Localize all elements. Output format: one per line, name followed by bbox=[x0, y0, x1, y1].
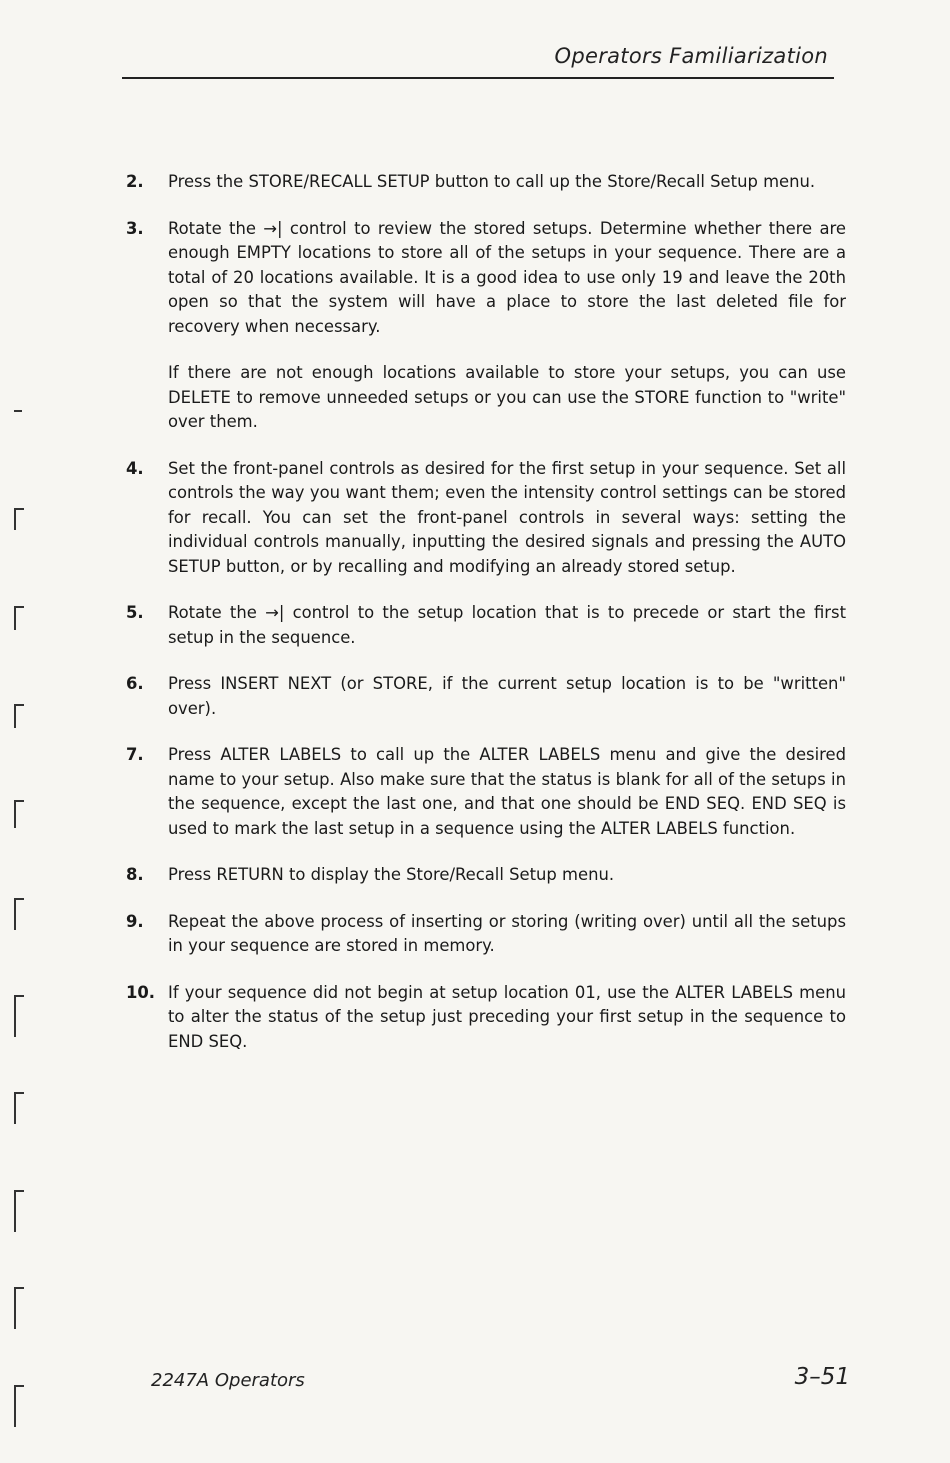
footer-manual-title: 2247A Operators bbox=[151, 1370, 305, 1391]
binding-mark bbox=[14, 995, 24, 1037]
step-number: 6. bbox=[126, 674, 144, 693]
step-text: Repeat the above process of inserting or storing (writing over) until all the setups in your sequence are stored in memory. bbox=[168, 911, 846, 955]
step-6 bbox=[126, 672, 846, 721]
step-number: 7. bbox=[126, 745, 144, 764]
step-text: If your sequence did not begin at setup location 01, use the ALTER LABELS menu to alter the status of the setup just preceding your first setup in the sequence to END SEQ. bbox=[168, 982, 846, 1051]
step-2 bbox=[126, 170, 846, 195]
step-text: Set the front-panel controls as desired for the first setup in your sequence. Set all controls the way you want them; even the intensity control settings can be stored for recall. You can set the front-panel controls in several ways: setting the individual controls manually, inputting the desired signals and pressing the AUTO SETUP button, or by recalling and modifying an already stored setup. bbox=[168, 458, 846, 576]
step-text: Rotate the →| control to the setup location that is to precede or start the first setup in the sequence. bbox=[168, 603, 846, 647]
binding-mark bbox=[14, 1092, 24, 1124]
binding-mark bbox=[14, 898, 24, 930]
header-rule bbox=[122, 77, 834, 79]
step-text: Press RETURN to display the Store/Recall Setup menu. bbox=[168, 865, 615, 884]
step-10 bbox=[126, 981, 846, 1055]
binding-mark bbox=[14, 1385, 24, 1427]
step-number: 2. bbox=[126, 172, 144, 191]
binding-mark bbox=[14, 800, 24, 828]
step-text: Press the STORE/RECALL SETUP button to call up the Store/Recall Setup menu. bbox=[168, 172, 816, 191]
step-4 bbox=[126, 457, 846, 580]
step-number: 3. bbox=[126, 218, 144, 238]
step-text: Press INSERT NEXT (or STORE, if the current setup location is to be "written" over). bbox=[168, 674, 846, 718]
step-number: 4. bbox=[126, 458, 144, 478]
step-number: 9. bbox=[126, 911, 144, 931]
step-number: 5. bbox=[126, 603, 144, 622]
step-text: Press ALTER LABELS to call up the ALTER LABELS menu and give the desired name to your setup. Also make sure that the status is blank for all of the setups in the sequence, except the last one, and that one should be END SEQ. END SEQ is used to mark the last setup in a sequence using the ALTER LABELS function. bbox=[168, 745, 846, 838]
step-number: 10. bbox=[126, 982, 156, 1002]
binding-mark bbox=[14, 1190, 24, 1232]
step-9 bbox=[126, 910, 846, 959]
binding-mark bbox=[14, 606, 24, 630]
page-number: 3–51 bbox=[794, 1364, 850, 1390]
step-8 bbox=[126, 863, 846, 888]
binding-mark bbox=[14, 508, 24, 530]
procedure-steps bbox=[126, 170, 846, 1076]
running-header-title: Operators Familiarization bbox=[554, 44, 828, 68]
step-text: Rotate the →| control to review the stored setups. Determine whether there are enough EMPTY locations to store all of the setups in your sequence. There are a total of 20 locations available. It is a good idea to use only 19 and leave the 20th open so that the system will have a place to store the last deleted file for recovery when necessary. bbox=[168, 218, 846, 336]
page-binding-edge bbox=[0, 0, 44, 1463]
step-text: If there are not enough locations available to store your setups, you can use DELETE to remove unneeded setups or you can use the STORE function to "write" over them. bbox=[168, 363, 846, 431]
binding-mark bbox=[14, 1287, 24, 1329]
step-5 bbox=[126, 601, 846, 650]
binding-mark bbox=[14, 410, 22, 414]
binding-mark bbox=[14, 704, 24, 728]
step-number: 8. bbox=[126, 865, 144, 884]
step-3 bbox=[126, 217, 846, 435]
step-7 bbox=[126, 743, 846, 841]
